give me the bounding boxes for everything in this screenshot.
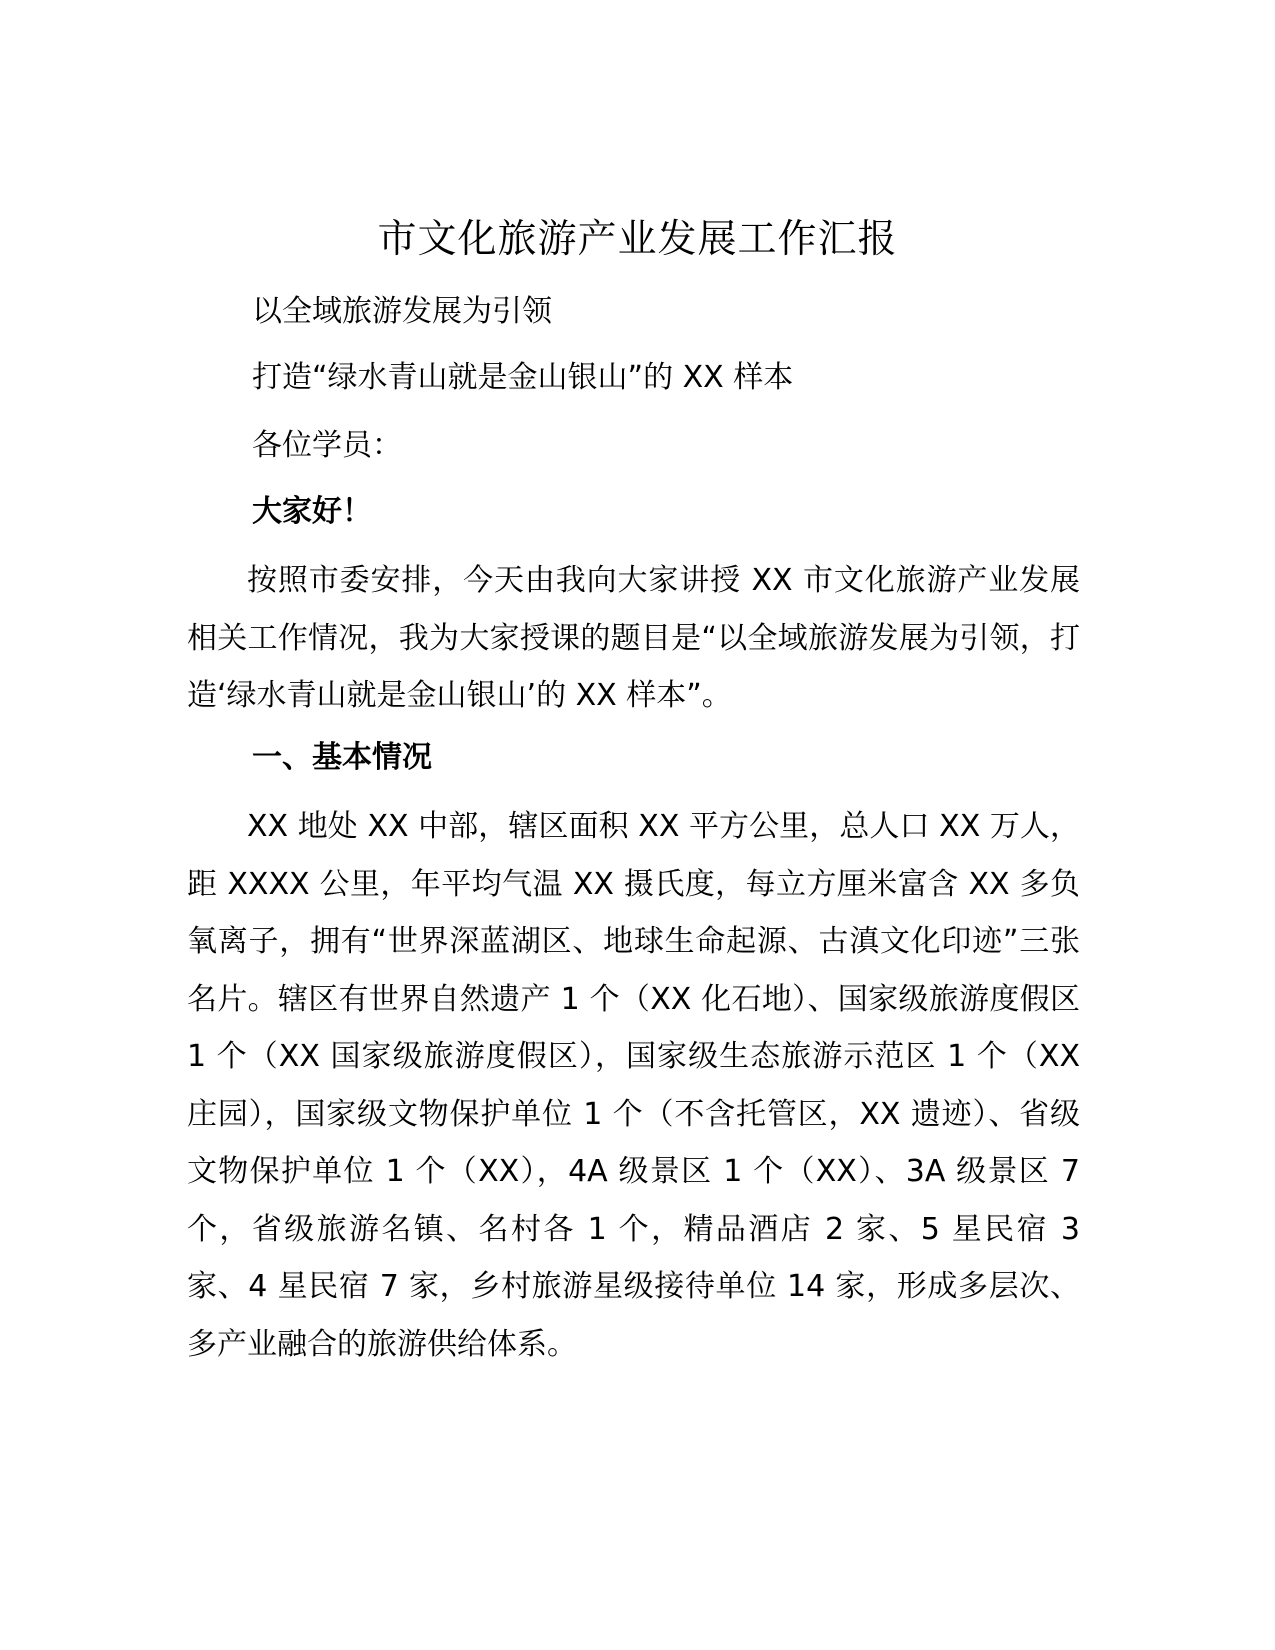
subtitle-line-2: 打造“绿水青山就是金山银山”的 XX 样本 xyxy=(252,360,794,395)
greeting: 大家好！ xyxy=(252,494,372,529)
section-paragraph-basic-info: XX 地处 XX 中部，辖区面积 XX 平方公里，总人口 XX 万人，距 XXXX 公里，年平均气温 XX 摄氏度，每立方厘米富含 XX 多负氧离子，拥有“世界深蓝湖区、地球生命起源、古滇文化印迹”三张名片。辖区有世界自然遗产 1 个（XX 化石地）、国家级旅游度假区 1 个（XX 国家级旅游度假区），国家级生态旅游示范区 1 个（XX 庄园），国家级文物保护单位 1 个（不含托管区，XX 遗迹）、省级文物保护单位 1 个（XX），4A 级景区 1 个（XX）、3A 级景区 7 个，省级旅游名镇、名村各 1 个，精品酒店 2 家、5 星民宿 3 家、4 星民宿 7 家，乡村旅游星级接待单位 14 家，形成多层次、多产业融合的旅游供给体系。 xyxy=(187,809,1080,1362)
salutation: 各位学员： xyxy=(252,428,402,463)
intro-paragraph: 按照市委安排，今天由我向大家讲授 XX 市文化旅游产业发展相关工作情况，我为大家授课的题目是“以全域旅游发展为引领，打造‘绿水青山就是金山银山’的 XX 样本”。 xyxy=(187,563,1080,713)
document-title: 市文化旅游产业发展工作汇报 xyxy=(377,217,898,262)
section-heading-basic-info: 一、基本情况 xyxy=(252,740,432,775)
subtitle-line-1: 以全域旅游发展为引领 xyxy=(252,294,552,329)
